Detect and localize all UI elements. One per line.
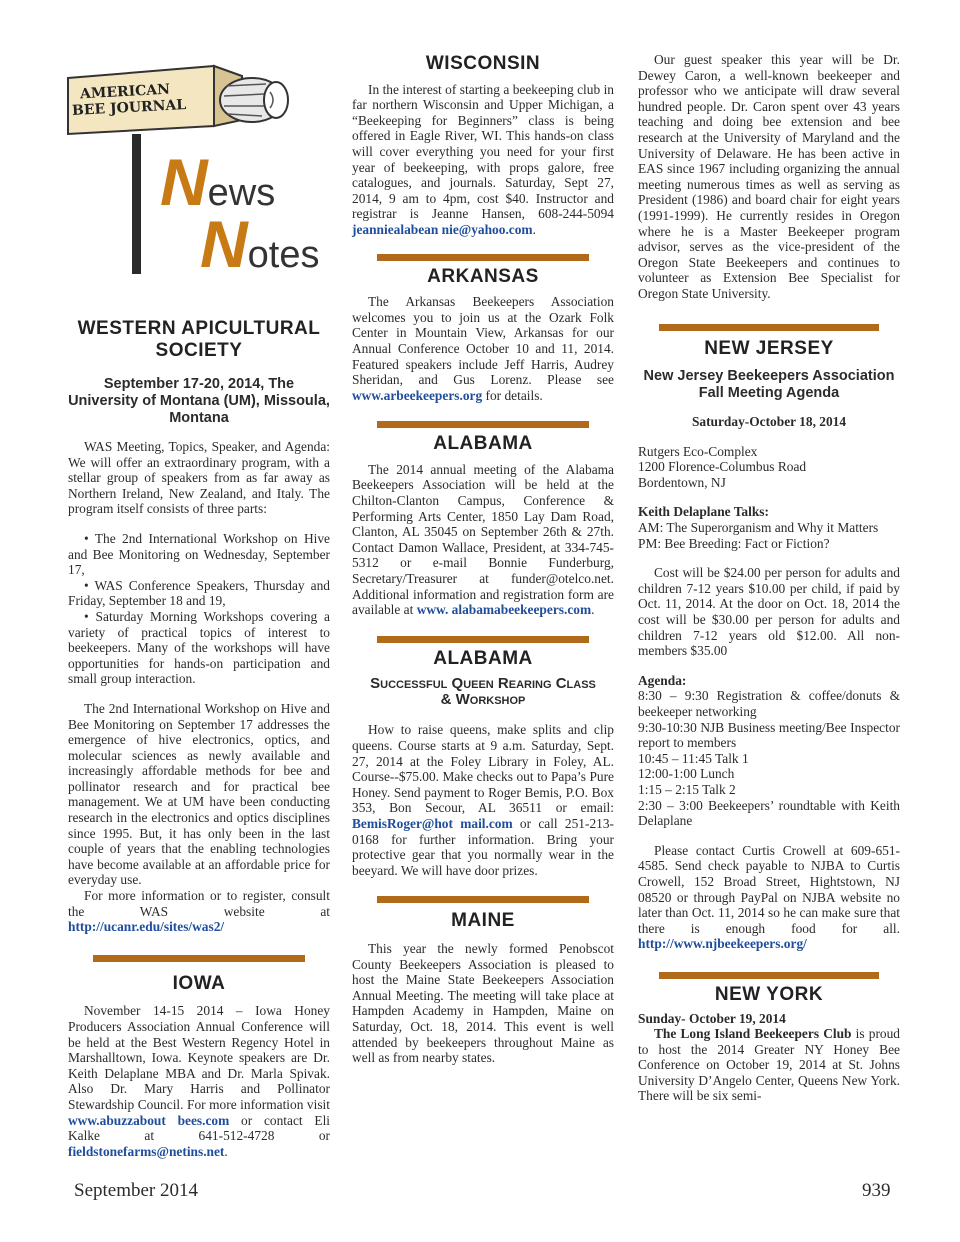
new-york-paragraph	[638, 1026, 900, 1104]
list-item: • Saturday Morning Workshops covering a variety of practical topics of interest to beekeepers. Many of the workshops will have opportunities for hands-on participation and small group interaction.	[68, 608, 330, 687]
was-heading-line2: SOCIETY	[155, 340, 243, 361]
alabama-queen-subheading-2: & Workshop	[440, 691, 526, 709]
eas-continued-paragraph: Our guest speaker this year will be Dr. Dewey Caron, a well-known beekeeper and professor who we anticipate will draw several hundred people. Dr. Caron spent over 43 years teaching and doing bee extension and bee research at the University of Maryland and the University of Delaware. He has been active in EAS since 1967 including organizing the annual meeting numerous times as well as serving as President (1986) and board chair for eight years (1991-1999). He currently resides in Oregon where he is a Master Beekeeper program advisor, serves as the vice-president of the Oregon State Beekeepers and continues to volunteer as Extension Bee Specialist for Oregon State University.	[638, 52, 900, 301]
wisconsin-section	[352, 53, 614, 238]
list-item: 10:45 – 11:45 Talk 1	[638, 750, 749, 766]
alabama-queen-subheading-1: Successful Queen Rearing Class	[370, 675, 596, 693]
new-jersey-agenda-list	[638, 688, 900, 828]
new-york-club: The Long Island Beekeepers Club	[654, 1026, 852, 1042]
alabama-section-2	[352, 647, 614, 879]
alabama-website-link[interactable]: www. alabamabeekeepers.com	[416, 602, 592, 618]
alabama-queen-heading: ALABAMA	[433, 647, 533, 669]
new-jersey-talk-am: AM: The Superorganism and Why it Matters	[638, 520, 879, 536]
new-jersey-heading: NEW JERSEY	[704, 337, 834, 359]
new-jersey-cost: Cost will be $24.00 per person for adults and children 7-12 years $10.00 per child, if paid by Oct. 11, 2014. At the door on Oct. 18, 2014 the cost will be $30.00 per person for adults and children 7-12 years old $12.00. All non-members $35.00	[638, 565, 900, 659]
arkansas-website-link[interactable]: www.arbeekeepers.org	[352, 387, 483, 403]
footer-page-number: 939	[862, 1180, 891, 1201]
new-york-text: is proud to host the 2014 Greater NY Honey Bee Conference on October 19, 2014 at St. Johns University D’Angelo Center, Queens New York. There will be six semi-	[638, 1026, 900, 1104]
iowa-email-link[interactable]: fieldstonefarms@netins.net	[68, 1143, 225, 1159]
iowa-text-end: .	[224, 1143, 228, 1159]
was-paragraph-2: The 2nd International Workshop on Hive and Bee Monitoring on September 17 addresses the emergence of hive electronics, optics, and molecular sciences as newly available and increasingly affordable methods for bee and pollinator research and for practical bee management. We at UM have been conducting research in the electronics and optics disciplines since 1995. But, it has only been in the last couple of years that the enabling technologies have become available at an affordable price for everyday use.	[68, 700, 330, 888]
was-section	[68, 318, 330, 935]
section-divider	[377, 254, 589, 261]
new-jersey-subheading-1: New Jersey Beekeepers Association	[643, 368, 895, 385]
new-york-heading: NEW YORK	[714, 983, 824, 1005]
alabama-queen-text: How to raise queens, make splits and clip queens. Course starts at 9 a.m. Saturday, Sept. 27, 2014 at the Foley Library in Foley, AL. Course--$75.00. Make checks out to Papa’s Pure Honey. Send payment to Roger Bemis, P.O. Box 353, Bon Secour, AL 36511 or email:	[352, 722, 614, 816]
new-york-date: Sunday- October 19, 2014	[638, 1010, 786, 1026]
list-item: 12:00-1:00 Lunch	[638, 766, 735, 782]
new-york-section	[638, 983, 900, 1104]
arkansas-text-end: for details.	[482, 387, 543, 403]
alabama-text: The 2014 annual meeting of the Alabama Beekeepers Association will be held at the Chilton-Clanton Campus, Conference & Performing Arts Center, 1850 Lay Dam Road, Clanton, AL 35045 on September 26th & 27th. Contact Damon Wallace, President, at 334-745-5312 or e-mail Bonnie Funderburg, Secretary/Treasurer at funder@otelco.net. Additional information and registration form are available at	[352, 461, 614, 618]
list-item: 8:30 – 9:30 Registration & coffee/donuts & beekeeper networking	[638, 688, 900, 719]
section-divider	[377, 896, 589, 903]
iowa-text-1: November 14-15 2014 – Iowa Honey Producers Association Annual Conference will be held at the Best Western Regency Hotel in Marshalltown, Iowa. Keynote speakers are Dr. Keith Delaplane MBA and Dr. Marla Spivak. Also Dr. Mary Harris and Pollinator Stewardship Council. For more information visit	[68, 1003, 330, 1112]
alabama-paragraph	[352, 462, 614, 618]
maine-section	[352, 910, 614, 1066]
was-paragraph-1: WAS Meeting, Topics, Speaker, and Agenda: We will offer an extraordinary program, with a stellar group of speakers from as far away as Northern Ireland, New Zealand, and Italy. The program itself consists of three parts:	[68, 439, 330, 517]
arkansas-heading: ARKANSAS	[427, 265, 539, 287]
wisconsin-email-link[interactable]: jeanniealabean nie@yahoo.com	[352, 221, 533, 237]
maine-paragraph: This year the newly formed Penobscot County Beekeepers Association is pleased to host the Maine State Beekeepers Association Annual Meeting. The meeting will take place at Hampden Academy in Hampden, Maine on Saturday, Oct. 18, 2014. This event is well attended by beekeepers throughout Maine as well as from nearby states.	[352, 940, 614, 1066]
was-heading-line1: WESTERN APICULTURAL	[77, 318, 321, 339]
wisconsin-text: In the interest of starting a beekeeping club in far northern Wisconsin and Upper Michigan, a “Beekeeping for Beginners” class is being offered in Eagle River, WI. This hands-on class will cover everything you need for your first year of beekeeping, with props galore, free catalogues, and journals. Saturday, Sept 27, 2014, 9 am to 4pm, cost $40. Instructor and registrar is Jeanne Hansen, 608-244-5094	[352, 81, 614, 222]
alabama-queen-email-link[interactable]: BemisRoger@hot mail.com	[352, 815, 513, 831]
section-divider	[377, 636, 589, 643]
iowa-paragraph	[68, 1003, 330, 1159]
iowa-heading: IOWA	[172, 972, 226, 994]
arkansas-paragraph	[352, 294, 614, 403]
new-jersey-address-3: Bordentown, NJ	[638, 474, 726, 490]
logo-notes-rest: otes	[247, 234, 320, 276]
list-item: 2:30 – 3:00 Beekeepers’ roundtable with Keith Delaplane	[638, 797, 900, 829]
alabama-heading: ALABAMA	[433, 433, 533, 455]
iowa-section	[68, 972, 331, 1160]
new-jersey-address-2: 1200 Florence-Columbus Road	[638, 459, 807, 475]
column-1	[68, 52, 330, 1159]
maine-heading: MAINE	[451, 910, 515, 932]
arkansas-text: The Arkansas Beekeepers Association welcomes you to join us at the Ozark Folk Center in Mountain View, Arkansas for our Annual Conference October 10 and 11, 2014. Featured speakers include Jeff Harris, Audrey Sheridan, and Gus Lorenz. Please see	[352, 294, 614, 388]
logo-news-rest: ews	[207, 172, 276, 214]
new-jersey-talks-label: Keith Delaplane Talks:	[638, 504, 769, 520]
new-jersey-section	[638, 337, 900, 952]
wisconsin-paragraph	[352, 82, 614, 238]
alabama-section-1	[352, 433, 614, 618]
was-paragraph-3-text: For more information or to register, consult the WAS website at	[68, 888, 330, 919]
was-subheading: September 17-20, 2014, The University of Montana (UM), Missoula, Montana	[68, 376, 330, 426]
list-item: 9:30-10:30 NJB Business meeting/Bee Inspector report to members	[638, 719, 900, 751]
list-item: 1:15 – 2:15 Talk 2	[638, 781, 736, 797]
section-divider	[659, 972, 879, 979]
wisconsin-text-end: .	[532, 221, 536, 237]
list-item: • The 2nd International Workshop on Hive and Bee Monitoring on Wednesday, September 17,	[68, 530, 330, 578]
was-website-link[interactable]: http://ucanr.edu/sites/was2/	[68, 919, 225, 935]
was-paragraph-3	[68, 888, 330, 935]
footer-issue-date: September 2014	[74, 1180, 199, 1201]
new-jersey-contact-text: Please contact Curtis Crowell at 609-651-4585. Send check payable to NJBA to Curtis Crowell, 152 Broad Street, Hightstown, NJ 08520 or through PayPal on NJBA website no later than Oct. 11, 2014 so he can make sure that there is enough food for all.	[638, 842, 900, 936]
iowa-website-link[interactable]: www.abuzzabout bees.com	[68, 1112, 230, 1128]
new-jersey-address-1: Rutgers Eco-Complex	[638, 443, 758, 459]
logo-news-initial: N	[160, 145, 208, 219]
new-jersey-date: Saturday-October 18, 2014	[691, 414, 847, 430]
was-parts-list	[68, 531, 330, 687]
new-jersey-contact	[638, 843, 900, 952]
new-jersey-website-link[interactable]: http://www.njbeekeepers.org/	[638, 936, 807, 952]
logo-text-american: AMERICAN	[79, 81, 171, 103]
iowa-text-2: or contact Eli Kalke at 641-512-4728 or	[68, 1112, 331, 1144]
column-3	[638, 52, 900, 1104]
new-jersey-talk-pm: PM: Bee Breeding: Fact or Fiction?	[638, 535, 830, 551]
logo-text-bee-journal: BEE JOURNAL	[71, 97, 187, 119]
section-divider	[93, 955, 305, 962]
arkansas-section	[352, 265, 614, 404]
list-item: • WAS Conference Speakers, Thursday and Friday, September 18 and 19,	[68, 577, 330, 609]
section-divider	[377, 421, 589, 428]
logo-notes-initial: N	[200, 207, 248, 281]
section-divider	[659, 324, 879, 331]
wisconsin-heading: WISCONSIN	[425, 53, 541, 74]
alabama-queen-text-end: or call 251-213-0168 for further information. Bring your protective gear that you normally wear in the beeyard. We will have door prizes.	[352, 815, 614, 878]
new-jersey-agenda-label: Agenda:	[638, 672, 687, 688]
new-jersey-subheading-2: Fall Meeting Agenda	[698, 385, 840, 402]
column-2	[352, 52, 614, 1066]
alabama-text-end: .	[591, 602, 595, 618]
alabama-queen-paragraph	[352, 722, 614, 878]
